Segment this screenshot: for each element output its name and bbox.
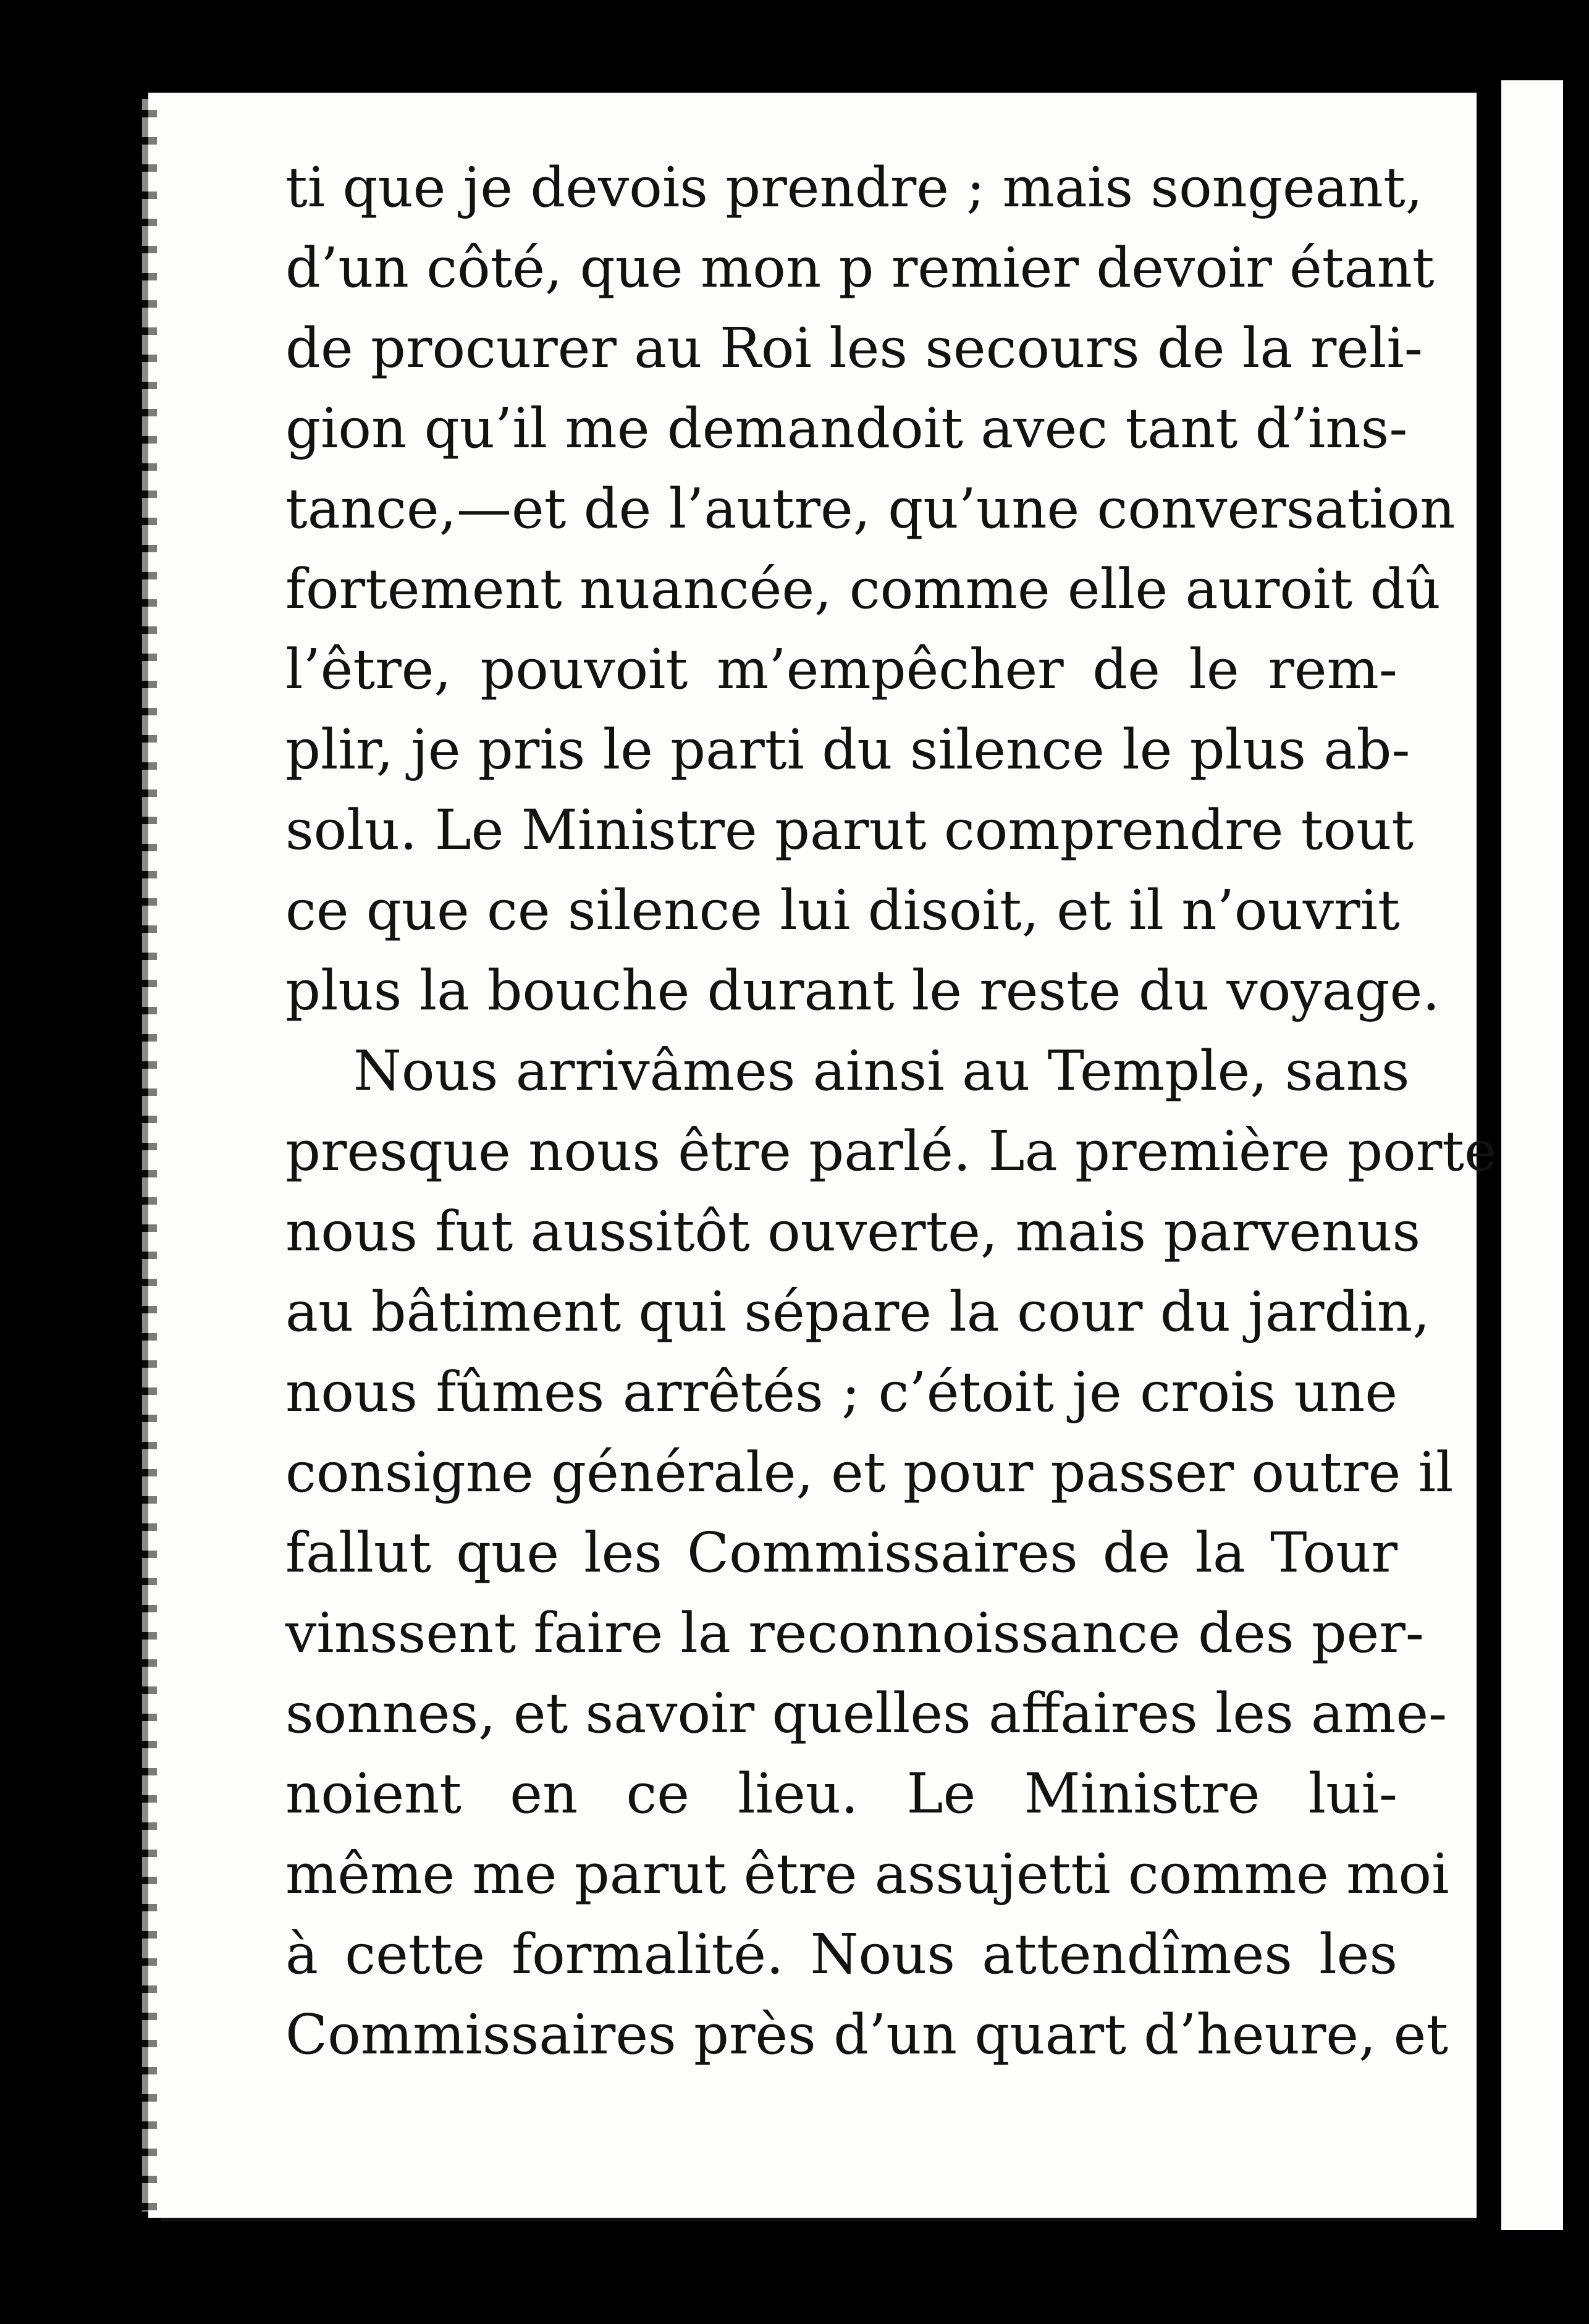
text-line: presque nous être parlé. La première porte (285, 1119, 1497, 1183)
text-line: noient en ce lieu. Le Ministre lui- (285, 1761, 1397, 1825)
text-line: solu. Le Ministre parut comprendre tout (285, 798, 1414, 862)
text-line: plus la bouche durant le reste du voyage. (285, 958, 1440, 1022)
text-line: sonnes, et savoir quelles affaires les ame- (285, 1681, 1448, 1745)
text-line: Commissaires près d’un quart d’heure, et (285, 2002, 1449, 2066)
text-line: fortement nuancée, comme elle auroit dû (285, 557, 1441, 621)
text-line: l’être, pouvoit m’empêcher de le rem- (285, 637, 1397, 701)
page-text (285, 147, 1497, 2074)
text-line: consigne générale, et pour passer outre il (285, 1440, 1454, 1504)
text-line: au bâtiment qui sépare la cour du jardin, (285, 1279, 1430, 1344)
text-line: de procurer au Roi les secours de la reli- (285, 316, 1423, 380)
text-line: d’un côté, que mon p remier devoir étant (285, 235, 1435, 300)
text-line: nous fûmes arrêtés ; c’étoit je crois une (285, 1360, 1397, 1424)
text-line: ce que ce silence lui disoit, et il n’ouvrit (285, 878, 1400, 942)
text-line: vinssent faire la reconnoissance des per- (285, 1601, 1424, 1665)
page-gutter-shadow (142, 99, 157, 2212)
adjacent-page-edge (1501, 80, 1563, 2230)
text-line: tance,—et de l’autre, qu’une conversation (285, 476, 1456, 541)
text-line: plir, je pris le parti du silence le plus ab- (285, 717, 1410, 781)
text-line: nous fut aussitôt ouverte, mais parvenus (285, 1199, 1421, 1263)
text-line: fallut que les Commissaires de la Tour (285, 1520, 1397, 1585)
text-line-paragraph-start: Nous arrivâmes ainsi au Temple, sans (353, 1038, 1410, 1103)
text-line: gion qu’il me demandoit avec tant d’ins- (285, 396, 1408, 460)
text-line: ti que je devois prendre ; mais songeant, (285, 155, 1423, 219)
page-bottom-rule (161, 2218, 1477, 2221)
text-line: même me parut être assujetti comme moi (285, 1842, 1449, 1906)
text-line: à cette formalité. Nous attendîmes les (285, 1922, 1397, 1986)
